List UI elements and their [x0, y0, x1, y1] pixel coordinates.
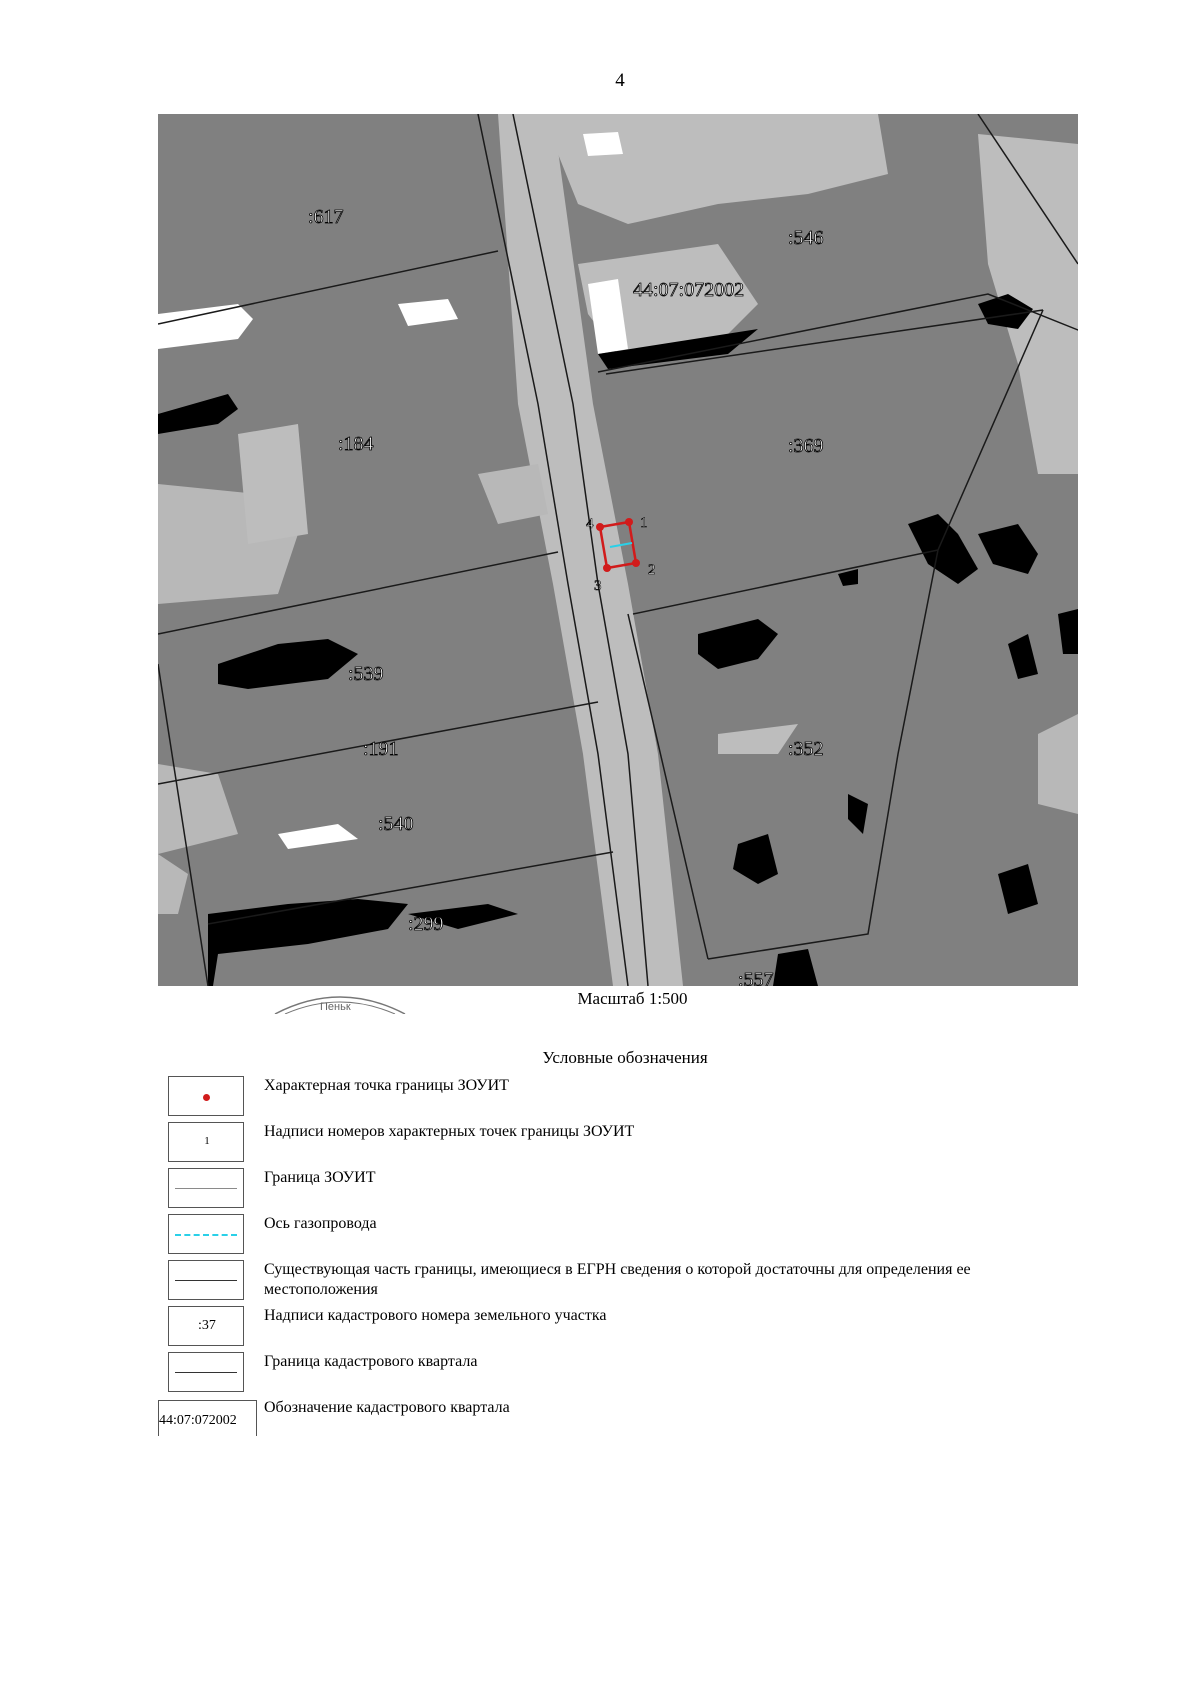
legend-item [158, 1352, 1078, 1398]
legend-symbol [168, 1168, 244, 1208]
cadastral-map [158, 114, 1078, 986]
parcel-label: :369 [788, 435, 824, 457]
legend-item [158, 1260, 1078, 1306]
legend-item [158, 1168, 1078, 1214]
legend-label: Существующая часть границы, имеющиеся в ЕГРН сведения о которой достаточны для определения ее местоположения [264, 1261, 971, 1298]
map-scale: Масштаб 1:500 [577, 989, 688, 1008]
legend-label: Граница ЗОУИТ [264, 1169, 376, 1186]
legend-label: Надписи кадастрового номера земельного участка [264, 1307, 607, 1324]
zouit-point [632, 559, 640, 567]
legend-item [158, 1398, 1078, 1444]
gas-axis-symbol [175, 1234, 237, 1236]
legend-symbol [168, 1352, 244, 1392]
legend-label: Граница кадастрового квартала [264, 1353, 478, 1370]
point-label: 2 [648, 562, 656, 578]
zouit-point [603, 564, 611, 572]
parcel-label: :191 [363, 738, 399, 760]
map-canvas [158, 114, 1078, 986]
parcel-label: :540 [378, 813, 414, 835]
quarter-label-sample: 44:07:072002 [159, 1413, 237, 1428]
light-area [238, 424, 308, 544]
legend-symbol [168, 1306, 244, 1346]
zouit-point [625, 518, 633, 526]
zouit-point [596, 523, 604, 531]
parcel-label: :352 [788, 738, 824, 760]
quarter-boundary-symbol [175, 1372, 237, 1373]
legend-title: Условные обозначения [542, 1048, 708, 1067]
parcel-label: :617 [308, 206, 344, 228]
cadastral-number-sample: :37 [198, 1318, 216, 1333]
point-label: 3 [594, 578, 602, 594]
white-area [583, 132, 623, 156]
stamp-text: Пеньк [320, 1001, 351, 1013]
legend-symbol [168, 1122, 244, 1162]
page-number: 4 [615, 70, 625, 91]
legend-symbol [168, 1260, 244, 1300]
point-number-sample: 1 [204, 1135, 210, 1147]
quarter-label: 44:07:072002 [633, 279, 745, 301]
zouit-boundary-symbol [175, 1188, 237, 1189]
legend-label: Ось газопровода [264, 1215, 377, 1232]
parcel-label: :546 [788, 227, 824, 249]
legend-label: Характерная точка границы ЗОУИТ [264, 1077, 509, 1094]
point-label: 1 [640, 515, 648, 531]
parcel-label: :557 [738, 969, 774, 986]
legend-symbol [158, 1400, 257, 1436]
zouit-point-symbol [203, 1094, 210, 1101]
point-label: 4 [586, 516, 594, 532]
existing-boundary-symbol [175, 1280, 237, 1281]
legend-label: Надписи номеров характерных точек границы ЗОУИТ [264, 1123, 635, 1140]
legend-item [158, 1122, 1078, 1168]
legend-item [158, 1214, 1078, 1260]
parcel-label: :184 [338, 433, 374, 455]
legend-item [158, 1076, 1078, 1122]
legend-item [158, 1306, 1078, 1352]
parcel-label: :539 [348, 663, 384, 685]
legend-symbol [168, 1214, 244, 1254]
parcel-label: :299 [408, 913, 444, 935]
legend-symbol [168, 1076, 244, 1116]
legend-label: Обозначение кадастрового квартала [264, 1399, 510, 1416]
